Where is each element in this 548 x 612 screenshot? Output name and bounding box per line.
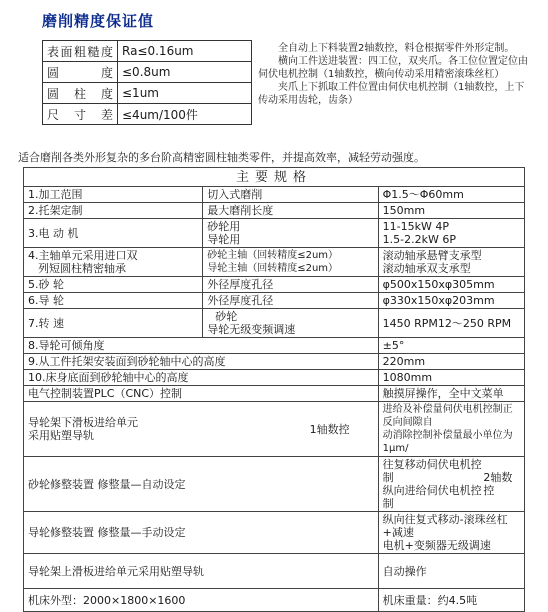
table-row bbox=[24, 168, 525, 187]
electrical-label: 导轮修整装置 修整量—手动设定 bbox=[24, 512, 379, 554]
electrical-label: 导轮架上滑板进给单元采用贴塑导轨 bbox=[24, 554, 379, 589]
spec-subitem: 导轮无级变频调速 bbox=[207, 323, 296, 336]
axis-note: 1轴数控 bbox=[309, 422, 350, 436]
table-row bbox=[24, 309, 525, 338]
table-row bbox=[24, 457, 525, 512]
feature-paragraph: 横向工件送进装置：四工位，双夹爪。各工位位置定位由伺伏电机控制（1轴数控，横向传动采用精密滚珠丝杠） bbox=[258, 56, 528, 80]
spec-label: 9.从工件托架安装面到砂轮轴中心的高度 bbox=[24, 354, 379, 370]
table-row bbox=[24, 338, 525, 354]
table-row bbox=[24, 219, 525, 248]
spec-subitem: 砂轮 bbox=[215, 310, 238, 323]
table-row bbox=[24, 370, 525, 386]
spec-subitem: 导轮主轴（回转精度≤2um） bbox=[207, 263, 339, 274]
spec-label bbox=[24, 248, 203, 277]
accuracy-key: 表面粗糙度 bbox=[43, 41, 118, 62]
axis-note: 2轴数控 bbox=[483, 471, 513, 497]
electrical-value-line: 动消除控制补偿量最小单位为1μm/ bbox=[382, 430, 513, 454]
spec-subitem: 砂轮用 bbox=[207, 220, 241, 233]
electrical-value-line: 进给及补偿量伺伏电机控制正反向间隙自 bbox=[382, 404, 513, 428]
electrical-label: 电气控制装置PLC（CNC）控制 bbox=[24, 386, 379, 402]
spec-label: 10.床身底面到砂轮轴中心的高度 bbox=[24, 370, 379, 386]
spec-value: 220mm bbox=[378, 354, 524, 370]
electrical-label: 砂轮修整装置 修整量—自动设定 bbox=[24, 457, 379, 512]
spec-value: Φ1.5～Φ60mm bbox=[378, 187, 524, 203]
table-row bbox=[24, 203, 525, 219]
spec-value: ±5° bbox=[378, 338, 524, 354]
table-row bbox=[43, 41, 252, 62]
electrical-value bbox=[378, 402, 524, 457]
spec-value: 1080mm bbox=[378, 370, 524, 386]
spec-label: 3.电 动 机 bbox=[24, 219, 203, 248]
table-row bbox=[24, 248, 525, 277]
table-row bbox=[24, 277, 525, 293]
spec-table bbox=[23, 167, 525, 612]
intro-text: 适合磨削各类外形复杂的多台阶高精密圆柱轴类零件，并提高效率，减轻劳动强度。 bbox=[18, 151, 425, 164]
section-title: 磨削精度保证值 bbox=[42, 12, 155, 30]
electrical-value: 自动操作 bbox=[378, 554, 524, 589]
accuracy-table bbox=[42, 40, 252, 125]
machine-weight: 机床重量：约4.5吨 bbox=[378, 589, 524, 612]
electrical-value-line: 往复移动伺伏电机控制 bbox=[382, 458, 482, 484]
electrical-value-line: 纵向往复式移动-滚珠丝杠+减速 bbox=[382, 513, 508, 539]
spec-value: φ330x150xφ203mm bbox=[378, 293, 524, 309]
spec-item: 外径厚度孔径 bbox=[203, 293, 378, 309]
spec-item bbox=[203, 309, 378, 338]
spec-label: 7.转 速 bbox=[24, 309, 203, 338]
table-row bbox=[24, 293, 525, 309]
table-row bbox=[24, 589, 525, 612]
spec-subitem: 导轮用 bbox=[207, 233, 241, 246]
table-row bbox=[43, 62, 252, 83]
spec-item: 外径厚度孔径 bbox=[203, 277, 378, 293]
electrical-value bbox=[378, 512, 524, 554]
table-row bbox=[24, 512, 525, 554]
spec-subitem: 砂轮主轴（回转精度≤2um） bbox=[207, 250, 339, 261]
spec-item: 最大磨削长度 bbox=[203, 203, 378, 219]
spec-label: 8.导轮可倾角度 bbox=[24, 338, 379, 354]
table-row bbox=[43, 83, 252, 104]
accuracy-value: ≤1um bbox=[118, 83, 252, 104]
table-row bbox=[24, 354, 525, 370]
spec-value bbox=[378, 248, 524, 277]
accuracy-value: ≤0.8um bbox=[118, 62, 252, 83]
spec-header: 主要规格 bbox=[24, 168, 525, 187]
electrical-value-lines bbox=[383, 458, 484, 510]
accuracy-value: Ra≤0.16um bbox=[118, 41, 252, 62]
accuracy-key: 尺 寸 差 bbox=[43, 104, 118, 125]
accuracy-value: ≤4um/100件 bbox=[118, 104, 252, 125]
machine-dimensions: 机床外型：2000×1800×1600 bbox=[24, 589, 379, 612]
spec-item: 切入式磨削 bbox=[203, 187, 378, 203]
feature-paragraph: 全自动上下料装置2轴数控，料仓根据零件外形定制。 bbox=[278, 43, 515, 54]
spec-value: 1450 RPM12～250 RPM bbox=[378, 309, 524, 338]
table-row bbox=[24, 554, 525, 589]
feature-paragraph: 夹爪上下抓取工件位置由伺伏电机控制（1轴数控，上下传动采用齿轮，齿条） bbox=[258, 82, 525, 106]
spec-subvalue: 滚动轴承悬臂支承型 bbox=[382, 249, 482, 262]
table-row bbox=[43, 104, 252, 125]
spec-item bbox=[203, 248, 378, 277]
spec-subvalue: 1.5-2.2kW 6P bbox=[382, 233, 456, 246]
electrical-label-line: 采用贴塑导轨 bbox=[28, 429, 94, 442]
spec-subvalue: 11-15kW 4P bbox=[382, 220, 449, 233]
electrical-label-group bbox=[28, 416, 374, 442]
table-row bbox=[24, 402, 525, 457]
electrical-label bbox=[24, 402, 379, 457]
electrical-value: 触摸屏操作，全中文菜单 bbox=[378, 386, 524, 402]
spec-value: φ500x150xφ305mm bbox=[378, 277, 524, 293]
accuracy-key: 圆 柱 度 bbox=[43, 83, 118, 104]
spec-label: 6.导 轮 bbox=[24, 293, 203, 309]
table-row bbox=[24, 187, 525, 203]
table-row bbox=[24, 386, 525, 402]
feature-description bbox=[258, 42, 530, 107]
accuracy-key: 圆 度 bbox=[43, 62, 118, 83]
spec-label-line: 4.主轴单元采用进口双 bbox=[28, 249, 138, 262]
electrical-value-line: 纵向进给伺伏电机控制 bbox=[382, 484, 482, 510]
spec-value bbox=[378, 219, 524, 248]
electrical-label-line: 导轮架下滑板进给单元 bbox=[28, 416, 138, 429]
electrical-value-group bbox=[383, 458, 520, 510]
spec-label: 1.加工范围 bbox=[24, 187, 203, 203]
spec-label: 5.砂 轮 bbox=[24, 277, 203, 293]
spec-value: 150mm bbox=[378, 203, 524, 219]
spec-label: 2.托架定制 bbox=[24, 203, 203, 219]
spec-subvalue: 滚动轴承双支承型 bbox=[382, 262, 471, 275]
spec-label-line: 列短圆柱精密轴承 bbox=[38, 262, 126, 275]
electrical-value bbox=[378, 457, 524, 512]
electrical-value-line: 电机+变频器无级调速 bbox=[382, 539, 491, 552]
electrical-label-lines bbox=[28, 416, 138, 442]
spec-item bbox=[203, 219, 378, 248]
